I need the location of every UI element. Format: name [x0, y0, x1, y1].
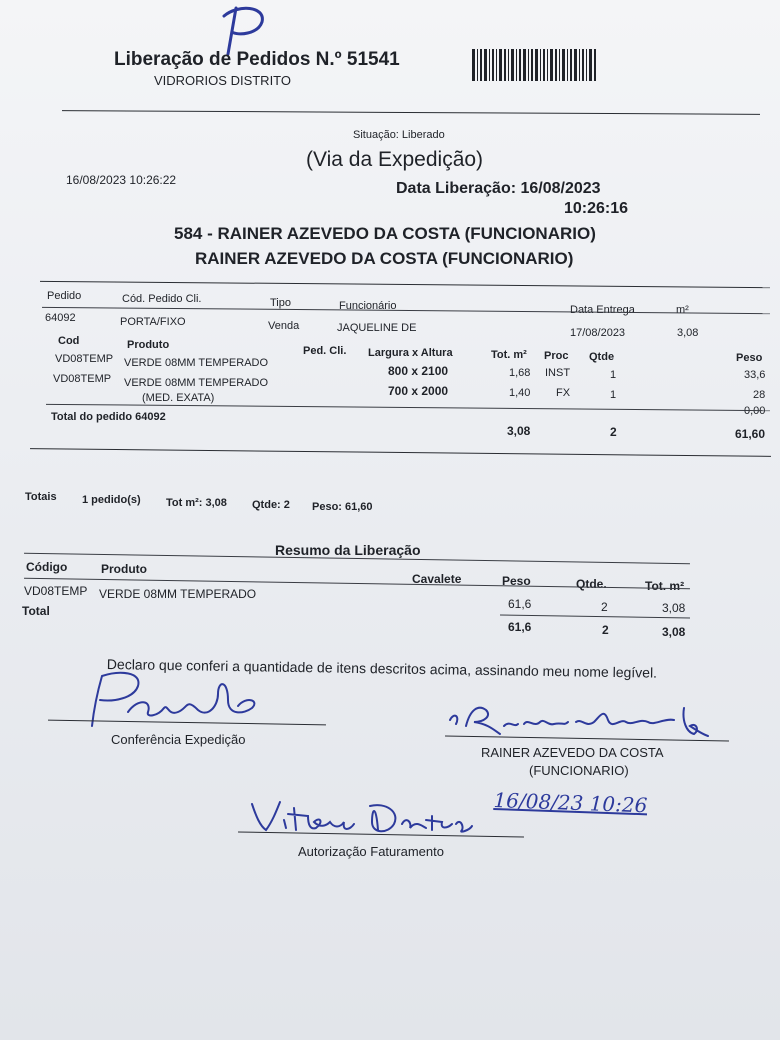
item-1-proc: INST — [545, 367, 571, 379]
handwritten-date: 16/08/23 10:26 — [493, 788, 648, 818]
release-time: 10:26:16 — [564, 200, 629, 217]
extra-peso: 0,00 — [744, 405, 766, 417]
summary-total-line — [500, 615, 690, 619]
client-signature-role: (FUNCIONARIO) — [529, 763, 629, 778]
order-cod-pedido-cli: PORTA/FIXO — [120, 316, 186, 328]
summary-header-tot-m2: Tot. m² — [645, 579, 685, 593]
order-table-top-line — [40, 281, 770, 288]
totals-label: Totais — [25, 491, 57, 503]
item-1-dims: 800 x 2100 — [388, 364, 449, 378]
item-header-tot-m2: Tot. m² — [491, 349, 527, 361]
summary-title: Resumo da Liberação — [275, 542, 421, 558]
header-tipo: Tipo — [270, 297, 291, 309]
item-header-ped-cli: Ped. Cli. — [303, 345, 347, 357]
item-header-dims: Largura x Altura — [368, 347, 453, 359]
item-header-produto: Produto — [127, 339, 170, 351]
summary-row-peso: 61,6 — [508, 597, 532, 611]
item-header-peso: Peso — [736, 352, 763, 364]
summary-header-cavalete: Cavalete — [412, 572, 462, 586]
header-funcionario: Funcionário — [339, 300, 397, 312]
totals-qtde: Qtde: 2 — [252, 499, 290, 511]
item-1-qtde: 1 — [610, 369, 617, 381]
signature-conferencia — [68, 668, 278, 737]
item-2-qtde: 1 — [610, 389, 617, 401]
totals-pedidos: 1 pedido(s) — [82, 494, 141, 506]
order-total-qtde: 2 — [610, 425, 617, 439]
summary-total-label: Total — [22, 604, 50, 618]
order-total-m2: 3,08 — [507, 424, 531, 438]
signature-autorizacao — [236, 794, 476, 847]
autorizacao-label: Autorização Faturamento — [298, 844, 444, 859]
summary-row-produto: VERDE 08MM TEMPERADO — [99, 587, 257, 601]
summary-header-peso: Peso — [502, 574, 531, 588]
status-text: Situação: Liberado — [353, 129, 445, 141]
item-header-proc: Proc — [544, 350, 569, 362]
order-pedido: 64092 — [45, 312, 76, 324]
item-1-cod: VD08TEMP — [55, 353, 114, 365]
header-data-entrega: Data Entrega — [570, 304, 635, 316]
order-header-line — [42, 307, 770, 314]
item-1-produto: VERDE 08MM TEMPERADO — [124, 357, 269, 369]
header-cod-pedido-cli: Cód. Pedido Cli. — [122, 293, 202, 305]
order-total-peso: 61,60 — [735, 427, 766, 441]
summary-header-codigo: Código — [26, 560, 68, 574]
barcode — [472, 49, 598, 86]
company-name: VIDRORIOS DISTRITO — [154, 73, 291, 88]
item-header-qtde: Qtde — [589, 351, 615, 363]
summary-total-qtde: 2 — [602, 623, 609, 637]
signature-client — [444, 700, 714, 751]
item-2-note: (MED. EXATA) — [142, 392, 215, 404]
summary-row-codigo: VD08TEMP — [24, 584, 88, 598]
totals-m2: Tot m²: 3,08 — [166, 497, 227, 509]
declaration-text: Declaro que conferi a quantidade de itens descritos acima, assinando meu nome legível. — [106, 656, 658, 681]
summary-row-qtde: 2 — [601, 600, 608, 614]
item-1-peso: 33,6 — [744, 369, 766, 381]
item-1-tot-m2: 1,68 — [509, 367, 531, 379]
order-total-label: Total do pedido 64092 — [51, 411, 166, 423]
summary-header-qtde: Qtde. — [576, 577, 607, 591]
header-m2: m² — [676, 304, 689, 316]
item-2-cod: VD08TEMP — [53, 373, 112, 385]
via-label: (Via da Expedição) — [306, 148, 484, 171]
summary-row-tot-m2: 3,08 — [662, 601, 686, 615]
order-m2: 3,08 — [677, 327, 699, 339]
client-line-2: RAINER AZEVEDO DA COSTA (FUNCIONARIO) — [195, 249, 574, 268]
order-tipo: Venda — [268, 320, 300, 332]
item-2-dims: 700 x 2000 — [388, 384, 449, 398]
conferencia-label: Conferência Expedição — [111, 732, 246, 747]
header-divider — [62, 110, 760, 115]
client-signature-name: RAINER AZEVEDO DA COSTA — [481, 745, 664, 760]
document-title: Liberação de Pedidos N.º 51541 — [114, 49, 400, 70]
print-datetime: 16/08/2023 10:26:22 — [66, 173, 177, 187]
item-header-cod: Cod — [58, 335, 80, 347]
item-2-tot-m2: 1,40 — [509, 387, 531, 399]
order-funcionario: JAQUELINE DE — [337, 322, 417, 334]
summary-header-produto: Produto — [101, 562, 147, 576]
header-pedido: Pedido — [47, 290, 82, 302]
summary-total-tot-m2: 3,08 — [662, 625, 686, 639]
order-data-entrega: 17/08/2023 — [570, 327, 626, 339]
item-2-proc: FX — [556, 387, 571, 399]
totals-peso: Peso: 61,60 — [312, 501, 373, 513]
item-2-peso: 28 — [753, 389, 766, 401]
summary-total-peso: 61,6 — [508, 620, 532, 634]
release-date: Data Liberação: 16/08/2023 — [396, 180, 601, 197]
item-2-produto: VERDE 08MM TEMPERADO — [124, 377, 269, 389]
client-line-1: 584 - RAINER AZEVEDO DA COSTA (FUNCIONARIO) — [174, 224, 596, 243]
order-table-bottom-line — [30, 448, 771, 457]
